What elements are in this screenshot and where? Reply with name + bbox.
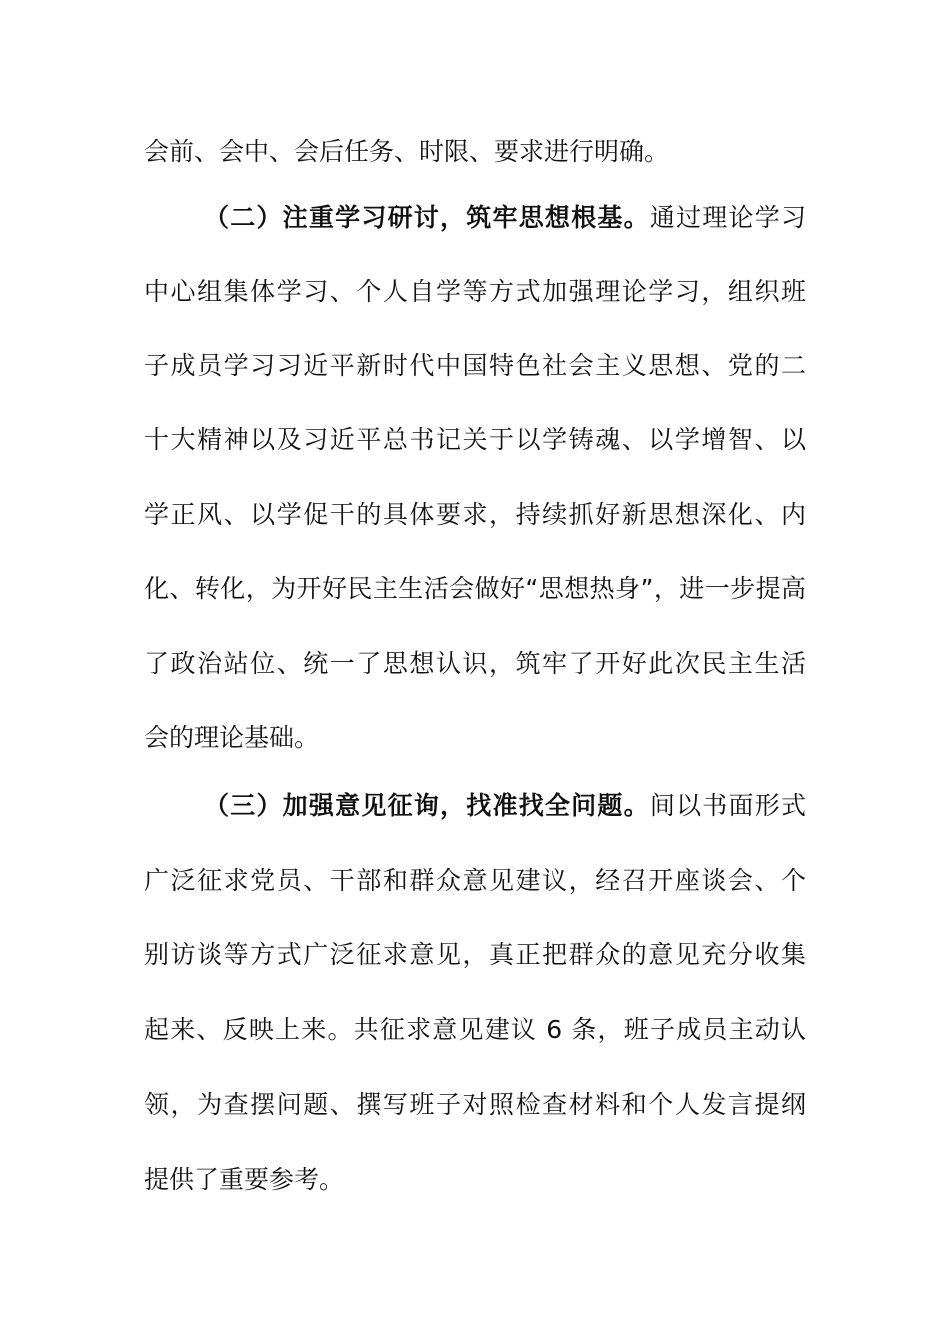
section-three-heading-line bbox=[204, 786, 806, 826]
text-run: 会前、会中、会后任务、时限、要求进行明确。 bbox=[144, 137, 670, 166]
paragraph-3-line-2 bbox=[144, 861, 806, 901]
text-run: 了政治站位、统一了思想认识，筑牢了开好此次民主生活 bbox=[144, 649, 806, 678]
section-two-heading-line bbox=[204, 198, 806, 238]
paragraph-2-line-6 bbox=[144, 569, 806, 609]
paragraph-3-line-3 bbox=[144, 935, 806, 975]
text-run: 十大精神以及习近平总书记关于以学铸魂、以学增智、以 bbox=[144, 425, 806, 454]
section-two-heading: （二）注重学习研讨，筑牢思想根基。 bbox=[204, 203, 650, 232]
text-run: 领，为查摆问题、撰写班子对照检查材料和个人发言提纲 bbox=[144, 1090, 806, 1119]
paragraph-2-line-2 bbox=[144, 272, 806, 312]
text-run: 化、转化，为开好民主生活会做好“思想热身”，进一步提高 bbox=[144, 574, 806, 603]
paragraph-2-line-8 bbox=[144, 718, 806, 758]
text-run: 通过理论学习 bbox=[649, 203, 806, 232]
paragraph-2-line-4 bbox=[144, 420, 806, 460]
text-run: 中心组集体学习、个人自学等方式加强理论学习，组织班 bbox=[144, 277, 806, 306]
text-run: 间以书面形式 bbox=[649, 791, 806, 820]
text-run: 起来、反映上来。共征求意见建议 6 条，班子成员主动认 bbox=[144, 1015, 806, 1044]
text-run: 提供了重要参考。 bbox=[144, 1165, 345, 1194]
section-three-heading: （三）加强意见征询，找准找全问题。 bbox=[204, 791, 650, 820]
text-run: 别访谈等方式广泛征求意见，真正把群众的意见充分收集 bbox=[144, 940, 806, 969]
text-run: 子成员学习习近平新时代中国特色社会主义思想、党的二 bbox=[144, 351, 806, 380]
paragraph-2-line-5 bbox=[144, 495, 806, 535]
paragraph-2-line-7 bbox=[144, 644, 806, 684]
text-run: 学正风、以学促干的具体要求，持续抓好新思想深化、内 bbox=[144, 500, 806, 529]
text-run: 广泛征求党员、干部和群众意见建议，经召开座谈会、个 bbox=[144, 866, 806, 895]
paragraph-2-line-3 bbox=[144, 346, 806, 386]
paragraph-3-line-5 bbox=[144, 1085, 806, 1125]
paragraph-3-line-4 bbox=[144, 1010, 806, 1050]
paragraph-1-line-1 bbox=[144, 132, 806, 172]
text-run: 会的理论基础。 bbox=[144, 723, 320, 752]
paragraph-3-line-6 bbox=[144, 1160, 806, 1200]
